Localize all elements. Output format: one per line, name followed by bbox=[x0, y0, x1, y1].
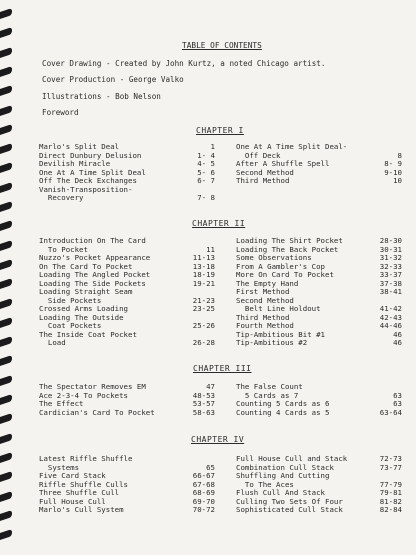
toc-entry-title: Devilish Miracle bbox=[39, 159, 111, 168]
binding-ring bbox=[0, 47, 12, 58]
toc-entry-title: Sophisticated Cull Stack bbox=[236, 505, 343, 514]
toc-entry-title: Loading The Shirt Pocket bbox=[236, 236, 343, 245]
toc-entry-pages: 69-70 bbox=[192, 496, 215, 506]
toc-entry-title: Vanish-Transposition- Recovery bbox=[39, 184, 133, 202]
toc-entry-title: After A Shuffle Spell bbox=[236, 159, 330, 168]
chapter-4-right-column bbox=[236, 455, 402, 515]
toc-entry bbox=[39, 455, 215, 472]
chapter-2-left-column bbox=[39, 237, 215, 348]
toc-entry-pages: 68-69 bbox=[192, 488, 215, 497]
binding-ring bbox=[0, 394, 12, 405]
toc-entry-pages: 47 bbox=[206, 382, 215, 391]
toc-entry-pages: 28-30 bbox=[379, 236, 402, 245]
binding-ring bbox=[0, 124, 12, 135]
binding-ring bbox=[0, 201, 12, 212]
toc-entry-title: The Spectator Removes EM bbox=[39, 382, 146, 391]
binding-ring bbox=[0, 8, 12, 19]
toc-entry-title: The Inside Coat Pocket Load bbox=[39, 329, 137, 347]
binding-ring bbox=[0, 85, 12, 96]
toc-entry bbox=[39, 237, 215, 254]
toc-entry-title: Marlo's Split Deal bbox=[39, 142, 120, 151]
toc-entry-pages: 11 bbox=[206, 244, 215, 254]
toc-entry-pages: 53-57 bbox=[192, 399, 215, 408]
toc-entry-pages: 63 bbox=[393, 399, 402, 408]
toc-entry-pages: 72-73 bbox=[379, 454, 402, 463]
toc-entry-pages: 44-46 bbox=[379, 321, 402, 330]
chapter-1-left-column bbox=[39, 143, 215, 203]
binding-ring bbox=[0, 529, 12, 540]
toc-entry-title: Culling Two Sets Of Four bbox=[236, 496, 343, 506]
toc-entry-pages: 63 bbox=[393, 390, 402, 400]
toc-entry-pages: 19-21 bbox=[192, 278, 215, 288]
toc-entry-title: Flush Cull And Stack bbox=[236, 488, 325, 497]
toc-entry-title: Belt Line Holdout bbox=[236, 304, 321, 313]
toc-entry-pages: 18-19 bbox=[192, 270, 215, 279]
toc-entry-pages: 11-13 bbox=[192, 253, 215, 262]
toc-entry-title: Loading The Angled Pocket bbox=[39, 270, 151, 279]
toc-entry-title: First Method bbox=[236, 287, 290, 296]
binding-ring bbox=[0, 162, 12, 173]
toc-entry bbox=[39, 186, 215, 203]
toc-entry-title: Fourth Method bbox=[236, 321, 294, 330]
chapter-2-heading: CHAPTER II bbox=[192, 219, 246, 228]
toc-entry-title: Tip-Ambitious Bit #1 bbox=[236, 329, 325, 339]
toc-entry-pages: 13-18 bbox=[192, 261, 215, 271]
toc-entry-title: Second Method bbox=[236, 167, 294, 177]
toc-entry-pages: 65 bbox=[206, 462, 215, 472]
chapter-3-heading: CHAPTER III bbox=[193, 364, 252, 373]
toc-entry-title: Counting 5 Cards as 6 bbox=[236, 399, 330, 408]
toc-entry-pages: 1- 4 bbox=[197, 150, 215, 160]
toc-entry-pages: 8 bbox=[397, 150, 402, 160]
binding-ring bbox=[0, 182, 12, 193]
binding-ring bbox=[0, 510, 12, 521]
toc-entry-title: Five Card Stack bbox=[39, 471, 106, 480]
toc-entry-pages: 1 bbox=[210, 142, 215, 151]
toc-entry-pages: 4- 5 bbox=[197, 159, 215, 168]
toc-entry bbox=[236, 143, 402, 160]
toc-entry-pages: 30-31 bbox=[379, 244, 402, 254]
toc-entry bbox=[236, 409, 402, 418]
toc-entry-pages: 38-41 bbox=[379, 287, 402, 296]
toc-entry-pages: 25-26 bbox=[192, 321, 215, 330]
binding-ring bbox=[0, 66, 12, 77]
toc-entry-pages: 46 bbox=[393, 338, 402, 347]
toc-entry-title: Full House Cull bbox=[39, 496, 106, 506]
toc-entry-pages: 7- 8 bbox=[197, 193, 215, 202]
toc-entry-pages: 10 bbox=[393, 176, 402, 185]
toc-entry-title: Direct Dunbury Delusion bbox=[39, 150, 142, 160]
toc-entry-title: 5 Cards as 7 bbox=[236, 390, 299, 400]
toc-entry-pages: 48-53 bbox=[192, 390, 215, 400]
toc-entry-pages: 33-37 bbox=[379, 270, 402, 279]
toc-entry-pages: 70-72 bbox=[192, 505, 215, 514]
binding-ring bbox=[0, 491, 12, 502]
toc-entry-title: Off The Deck Exchanges bbox=[39, 176, 137, 185]
toc-entry-pages: 23-25 bbox=[192, 304, 215, 313]
binding-ring bbox=[0, 105, 12, 116]
toc-entry-title: Nuzzo's Pocket Appearance bbox=[39, 253, 151, 262]
toc-entry-pages: 31-32 bbox=[379, 253, 402, 262]
toc-entry-title: Crossed Arms Loading bbox=[39, 304, 128, 313]
toc-entry-pages: 46 bbox=[393, 329, 402, 339]
chapter-2-right-column bbox=[236, 237, 402, 348]
toc-entry-title: On The Card To Pocket bbox=[39, 261, 133, 271]
toc-entry-pages: 67-68 bbox=[192, 479, 215, 489]
toc-entry-title: Ace 2-3-4 To Pockets bbox=[39, 390, 128, 400]
toc-entry-pages: 32-33 bbox=[379, 261, 402, 271]
toc-entry-pages: 77-79 bbox=[379, 479, 402, 489]
toc-entry-pages: 37-38 bbox=[379, 278, 402, 288]
toc-entry-title: Full House Cull and Stack bbox=[236, 454, 348, 463]
toc-entry-title: Shuffling And Cutting To The Aces bbox=[236, 471, 330, 489]
toc-entry-title: From A Gambler's Cop bbox=[236, 261, 325, 271]
toc-entry-pages: 73-77 bbox=[379, 462, 402, 472]
toc-entry-title: Riffle Shuffle Culls bbox=[39, 479, 128, 489]
toc-entry-pages: 42-43 bbox=[379, 312, 402, 322]
chapter-4-left-column bbox=[39, 455, 215, 515]
toc-entry-title: The False Count bbox=[236, 382, 303, 391]
contents-page bbox=[36, 0, 408, 555]
binding-ring bbox=[0, 433, 12, 444]
toc-entry bbox=[39, 409, 215, 418]
binding-ring bbox=[0, 220, 12, 231]
toc-entry-pages: 41-42 bbox=[379, 304, 402, 313]
toc-entry-pages: 8- 9 bbox=[384, 159, 402, 168]
toc-entry-title: One At A Time Split Deal- Off Deck bbox=[236, 142, 348, 160]
binding-ring bbox=[0, 471, 12, 482]
toc-entry-title: Three Shuffle Cull bbox=[39, 488, 120, 497]
chapter-1-heading: CHAPTER I bbox=[196, 126, 244, 135]
toc-entry-title: Introduction On The Card To Pocket bbox=[39, 236, 146, 254]
binding-ring bbox=[0, 375, 12, 386]
toc-entry-pages: 79-81 bbox=[379, 488, 402, 497]
toc-entry bbox=[236, 339, 402, 348]
credit-cover-production: Cover Production - George Valko bbox=[42, 75, 184, 84]
toc-entry-pages: 6- 7 bbox=[197, 176, 215, 185]
toc-entry-title: Loading The Outside Coat Pockets bbox=[39, 312, 124, 330]
binding-ring bbox=[0, 413, 12, 424]
toc-entry-title: Cardician's Card To Pocket bbox=[39, 407, 155, 417]
toc-entry-title: Loading The Side Pockets bbox=[39, 278, 146, 288]
binding-ring bbox=[0, 298, 12, 309]
toc-entry bbox=[39, 314, 215, 331]
toc-entry-title: The Effect bbox=[39, 399, 84, 408]
toc-entry-title: Loading The Back Pocket bbox=[236, 244, 339, 254]
toc-entry-pages: 81-82 bbox=[379, 496, 402, 506]
page-title: TABLE OF CONTENTS bbox=[182, 41, 262, 50]
toc-entry-pages: 21-23 bbox=[192, 295, 215, 305]
toc-entry-title: Loading Straight Seam Side Pockets bbox=[39, 287, 133, 305]
binding-ring bbox=[0, 355, 12, 366]
toc-entry-pages: 58-63 bbox=[192, 407, 215, 417]
toc-entry-title: One At A Time Split Deal bbox=[39, 167, 146, 177]
toc-entry-pages: 82-84 bbox=[379, 505, 402, 514]
credit-illustrations: Illustrations - Bob Nelson bbox=[42, 92, 161, 101]
foreword-entry: Foreword bbox=[42, 108, 79, 117]
toc-entry bbox=[39, 288, 215, 305]
toc-entry-pages: 26-28 bbox=[192, 338, 215, 347]
toc-entry-title: Tip-Ambitious #2 bbox=[236, 338, 308, 347]
toc-entry-pages: 9-10 bbox=[384, 167, 402, 177]
spiral-binding bbox=[0, 0, 16, 555]
toc-entry-pages: 63-64 bbox=[379, 407, 402, 417]
toc-entry-title: Combination Cull Stack bbox=[236, 462, 334, 472]
binding-ring bbox=[0, 259, 12, 270]
toc-entry-pages: 66-67 bbox=[192, 471, 215, 480]
toc-entry bbox=[236, 472, 402, 489]
toc-entry-title: Counting 4 Cards as 5 bbox=[236, 407, 330, 417]
toc-entry-title: More On Card To Pocket bbox=[236, 270, 334, 279]
toc-entry bbox=[39, 506, 215, 515]
toc-entry-title: Second Method bbox=[236, 295, 294, 305]
binding-ring bbox=[0, 278, 12, 289]
toc-entry-title: Third Method bbox=[236, 312, 290, 322]
credit-cover-drawing: Cover Drawing - Created by John Kurtz, a noted Chicago artist. bbox=[42, 59, 326, 68]
toc-entry-title: Some Observations bbox=[236, 253, 312, 262]
binding-ring bbox=[0, 317, 12, 328]
toc-entry-title: Marlo's Cull System bbox=[39, 505, 124, 514]
binding-ring bbox=[0, 27, 12, 38]
chapter-3-left-column bbox=[39, 383, 215, 417]
toc-entry-pages: 5- 6 bbox=[197, 167, 215, 177]
toc-entry-title: Third Method bbox=[236, 176, 290, 185]
toc-entry-title: Latest Riffle Shuffle Systems bbox=[39, 454, 133, 472]
chapter-3-right-column bbox=[236, 383, 402, 417]
toc-entry bbox=[236, 177, 402, 186]
chapter-1-right-column bbox=[236, 143, 402, 186]
binding-ring bbox=[0, 143, 12, 154]
binding-ring bbox=[0, 452, 12, 463]
toc-entry-title: The Empty Hand bbox=[236, 278, 299, 288]
binding-ring bbox=[0, 240, 12, 251]
toc-entry bbox=[236, 506, 402, 515]
toc-entry bbox=[39, 331, 215, 348]
chapter-4-heading: CHAPTER IV bbox=[191, 435, 245, 444]
binding-ring bbox=[0, 336, 12, 347]
